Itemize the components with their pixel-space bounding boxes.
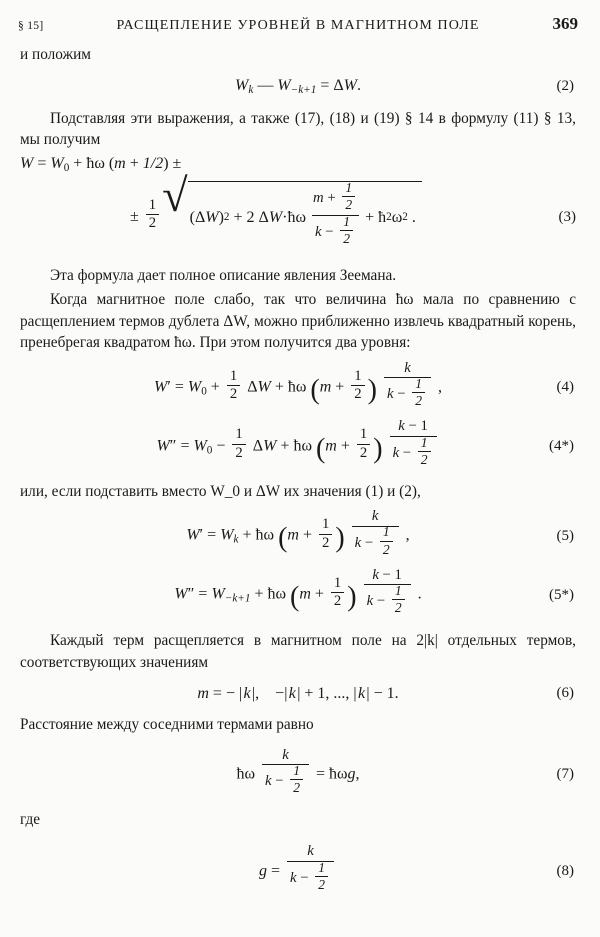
equation-6-body: m = − | k |, −| k | + 1, ..., | k | − 1. — [197, 684, 399, 702]
paragraph-substitute: Подставляя эти выражения, а также (17), (18) и (19) § 14 в формулу (11) § 13, мы получим — [20, 109, 576, 149]
equation-7-body: ħω k k − $\frac{1}{2}$ = ħωg, — [236, 750, 359, 800]
equation-4 — [20, 359, 576, 413]
paragraph-each-term: Каждый терм расщепляется в магнитном поле на 2|k| отдельных термов, соответствующих значениям — [20, 632, 576, 671]
equation-6-number: (6) — [556, 685, 574, 702]
section-marker: § 15] — [18, 20, 44, 32]
paragraph-where: где — [20, 811, 41, 829]
equation-3-line1: $W = W_0$ + ħω (m + 1/2) ± — [20, 155, 182, 175]
equation-5-number: (5) — [556, 527, 574, 544]
paragraph-or-substitute — [20, 481, 576, 503]
equation-7 — [20, 746, 576, 800]
equation-7-number: (7) — [556, 766, 574, 783]
equation-4-star-number: (4*) — [549, 438, 574, 455]
paragraph-or-substitute-text: или, если подставить вместо W_0 и ΔW их значения (1) и (2), — [20, 482, 421, 500]
equation-2-body: Wk — W−k+1 = ΔW. — [235, 76, 361, 96]
equation-8 — [20, 843, 576, 897]
paragraph-weak-field: Когда магнитное поле слабо, так что величина ħω мала по сравнению с расщеплением термов дублета ΔW, можно приближенно извлечь квадратный корень, пренебрегая квадратом ħω. При этом получится два уровня: — [20, 290, 576, 352]
equation-3-number: (3) — [558, 208, 576, 225]
equation-8-number: (8) — [556, 863, 574, 880]
equation-2-number: (2) — [556, 78, 574, 95]
equation-4-star — [20, 418, 576, 472]
equation-4-body: $W' = W_0$ + $\frac{1}{2}$ ΔW + ħω (m + $\frac{1}{2}$ ) k k − $\frac{1}{2}$ , — [154, 363, 442, 413]
equation-6 — [20, 683, 576, 706]
equation-5-star — [20, 566, 576, 620]
paragraph-and-set: и положим — [20, 46, 91, 63]
equation-3-line2: ± $\frac{1}{2}$ √ ( Δ W ) 2 + 2 Δ W · ħ ω m + $\frac{1}{2}$ k − $\frac{1}{2}$ + ħ 2 ω 2 . (3) — [130, 181, 576, 253]
equation-4-star-body: $W'' = W_0$ − $\frac{1}{2}$ ΔW + ħω (m + $\frac{1}{2}$ ) k − 1 k − $\frac{1}{2}$ — [156, 422, 439, 472]
equation-5-star-number: (5*) — [549, 586, 574, 603]
equation-3 — [20, 153, 576, 253]
equation-8-body: g = k k − $\frac{1}{2}$ — [259, 847, 337, 897]
paragraph-distance: Расстояние между соседними термами равно — [20, 716, 314, 734]
page-header — [0, 0, 600, 34]
equation-5-body: W′ = Wk + ħω (m + $\frac{1}{2}$ ) k k − $\frac{1}{2}$ , — [186, 511, 409, 561]
equation-5 — [20, 508, 576, 561]
equation-5-star-body: W″ = W−k+1 + ħω (m + $\frac{1}{2}$ ) k − 1 k − $\frac{1}{2}$ . — [174, 570, 421, 620]
equation-4-number: (4) — [556, 379, 574, 396]
page-number: 369 — [552, 14, 578, 33]
page-body — [0, 34, 600, 897]
paragraph-formula-desc: Эта формула дает полное описание явления Зеемана. — [50, 267, 397, 285]
running-title: РАСЩЕПЛЕНИЕ УРОВНЕЙ В МАГНИТНОМ ПОЛЕ — [116, 18, 480, 33]
equation-2 — [20, 75, 576, 99]
